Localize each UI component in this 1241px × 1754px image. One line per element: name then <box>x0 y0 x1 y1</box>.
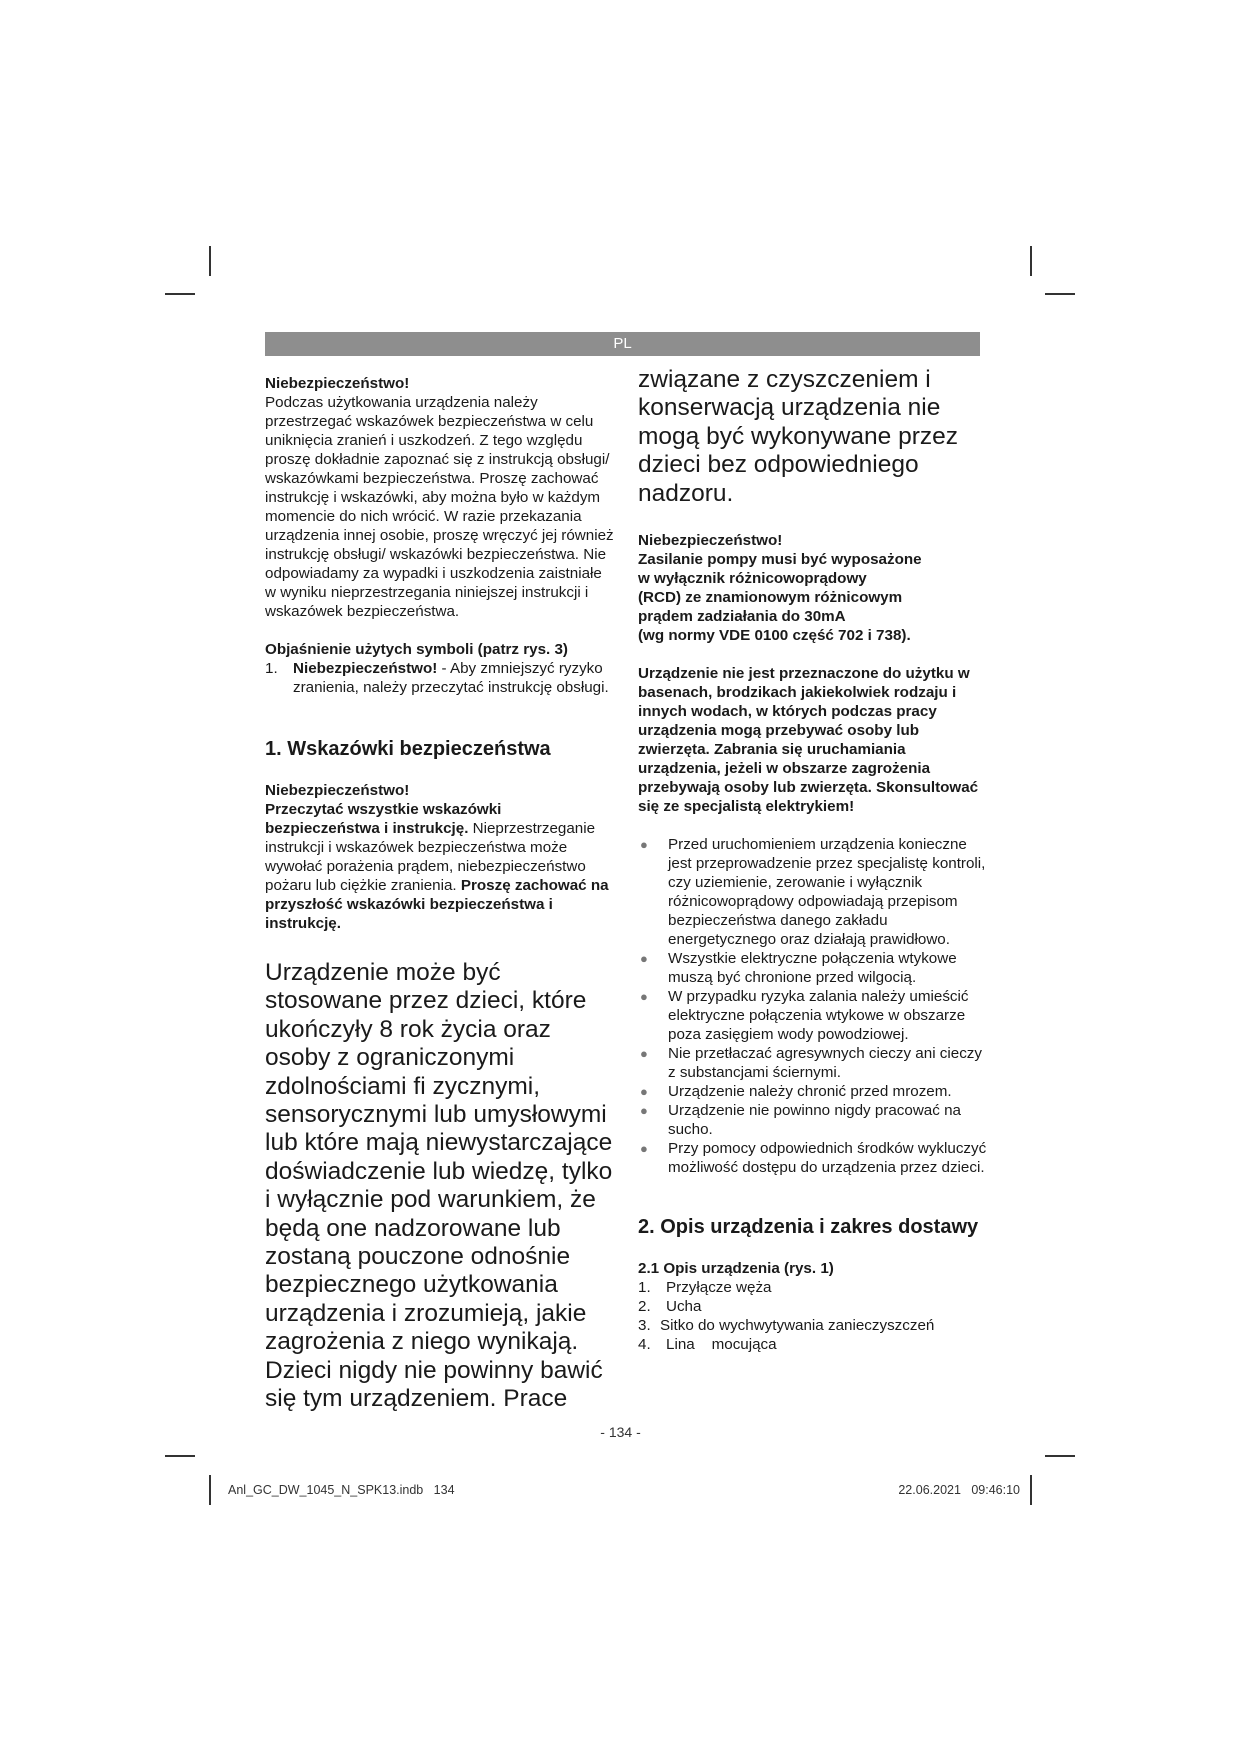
left-column <box>265 374 615 1414</box>
rcd-line: (wg normy VDE 0100 część 702 i 738). <box>638 627 911 645</box>
section-2-heading: 2. Opis urządzenia i zakres dostawy <box>638 1216 979 1239</box>
part-label: Ucha <box>666 1298 702 1316</box>
danger-bold-1: Przeczytać wszystkie wskazówki bezpieczeństwa i instrukcję. <box>265 801 502 837</box>
footer-date: 22.06.2021 09:46:10 <box>898 1483 1020 1497</box>
right-column <box>638 366 988 1354</box>
crop-mark-top-left-h <box>165 293 195 295</box>
subsection-2-1-title: 2.1 Opis urządzenia (rys. 1) <box>638 1260 834 1278</box>
symbols-title: Objaśnienie użytych symboli (patrz rys. 3) <box>265 641 568 658</box>
children-usage-warning: Urządzenie może być stosowane przez dzieci, które ukończyły 8 rok życia oraz osoby z ograniczonymi zdolnościami fi zycznymi, sensorycznymi lub umysłowymi lub które mają niewystarczające doświadczenie lub wiedzę, tylko i wyłącznie pod warunkiem, że będą one nadzorowane lub zostaną pouczone odnośnie bezpiecznego użytkowania urządzenia i zrozumieją, jakie zagrożenia z niego wynikają. Dzieci nigdy nie powinny bawić się tym urządzeniem. Prace <box>265 959 613 1413</box>
bullet-text: W przypadku ryzyka zalania należy umieścić elektryczne połączenia wtykowe w obszarze poza zasięgiem wody powodziowej. <box>668 988 969 1044</box>
symbol-danger-text: - Aby zmniejszyć ryzyko zranienia, należy przeczytać instrukcję obsługi. <box>293 660 609 696</box>
crop-mark-top-left <box>209 246 211 276</box>
danger-bold-2: Proszę zachować na przyszłość wskazówki bezpieczeństwa i instrukcję. <box>265 877 609 932</box>
rcd-line: Zasilanie pompy musi być wyposażone <box>638 551 922 569</box>
list-item-text <box>293 659 615 697</box>
bullet-icon: ● <box>640 1084 648 1100</box>
crop-mark-bottom-left <box>209 1475 211 1505</box>
bullet-icon: ● <box>640 1103 648 1119</box>
danger-title-3: Niebezpieczeństwo! <box>638 532 783 550</box>
list-item <box>638 949 988 987</box>
list-item <box>638 987 988 1044</box>
section-1-heading: 1. Wskazówki bezpieczeństwa <box>265 738 551 760</box>
list-item <box>638 1139 988 1177</box>
parts-list-item <box>638 1278 988 1297</box>
bullet-text: Nie przetłaczać agresywnych cieczy ani cieczy z substancjami ściernymi. <box>668 1045 982 1082</box>
list-number: 4. <box>638 1336 651 1354</box>
children-usage-warning-cont: związane z czyszczeniem i konserwacją urządzenia nie mogą być wykonywane przez dzieci bez odpowiedniego nadzoru. <box>638 366 959 507</box>
footer-file-name: Anl_GC_DW_1045_N_SPK13.indb 134 <box>228 1483 455 1497</box>
list-item <box>638 1082 988 1101</box>
bullet-text: Urządzenie nie powinno nigdy pracować na sucho. <box>668 1102 961 1139</box>
danger-title-2: Niebezpieczeństwo! <box>265 782 410 799</box>
bullet-text: Urządzenie należy chronić przed mrozem. <box>668 1083 952 1101</box>
crop-mark-top-right <box>1030 246 1032 276</box>
list-number: 1. <box>265 660 278 677</box>
bullet-icon: ● <box>640 1046 648 1062</box>
parts-list-item <box>638 1335 988 1354</box>
part-label: Lina mocująca <box>666 1336 777 1354</box>
list-number: 2. <box>638 1298 651 1316</box>
bullet-text: Wszystkie elektryczne połączenia wtykowe muszą być chronione przed wilgocią. <box>668 950 957 987</box>
rcd-line: prądem zadziałania do 30mA <box>638 608 846 626</box>
list-number: 3. <box>638 1317 651 1335</box>
crop-mark-top-right-h <box>1045 293 1075 295</box>
bullet-icon: ● <box>640 989 648 1005</box>
part-label: Sitko do wychwytywania zanieczyszczeń <box>660 1317 935 1335</box>
list-item <box>638 835 988 949</box>
pool-warning: Urządzenie nie jest przeznaczone do użytku w basenach, brodzikach jakiekolwiek rodzaju i innych wodach, w których podczas pracy urządzenia mogą przebywać osoby lub zwierzęta. Zabrania się uruchamiania urządzenia, jeżeli w obszarze zagrożenia przebywają osoby lub zwierzęta. Skonsultować się ze specjalistą elektrykiem! <box>638 665 979 816</box>
parts-list-item <box>638 1297 988 1316</box>
danger-text-1: Podczas użytkowania urządzenia należy przestrzegać wskazówek bezpieczeństwa w celu uniknięcia zranień i uszkodzeń. Z tego względu proszę dokładnie zapoznać się z instrukcją obsługi/ wskazówkami bezpieczeństwa. Proszę zachować instrukcję i wskazówki, aby można było w każdym momencie do nich wrócić. W razie przekazania urządzenia innej osobie, proszę wręczyć jej również instrukcję obsługi/ wskazówki bezpieczeństwa. Nie odpowiadamy za wypadki i uszkodzenia zaistniałe w wyniku nieprzestrzegania niniejszej instrukcji i wskazówek bezpieczeństwa. <box>265 394 614 620</box>
crop-mark-bottom-right <box>1030 1475 1032 1505</box>
bullet-icon: ● <box>640 951 648 967</box>
part-label: Przyłącze węża <box>666 1279 772 1297</box>
safety-bullet-list <box>638 835 988 1177</box>
bullet-icon: ● <box>640 837 648 853</box>
list-item <box>638 1044 988 1082</box>
parts-list-item <box>638 1316 988 1335</box>
symbols-list <box>265 659 615 697</box>
rcd-line: (RCD) ze znamionowym różnicowym <box>638 589 903 607</box>
danger-regular-text: Nieprzestrzeganie instrukcji i wskazówek bezpieczeństwa może wywołać porażenia prądem, niebezpieczeństwo pożaru lub ciężkie zranienia. <box>265 820 596 894</box>
list-item <box>638 1101 988 1139</box>
bullet-icon: ● <box>640 1141 648 1157</box>
parts-list <box>638 1278 988 1354</box>
crop-mark-bottom-right-h <box>1045 1455 1075 1457</box>
rcd-line: w wyłącznik różnicowoprądowy <box>638 570 867 588</box>
crop-mark-bottom-left-h <box>165 1455 195 1457</box>
bullet-text: Przed uruchomieniem urządzenia konieczne jest przeprowadzenie przez specjalistę kontroli, czy uziemienie, zerowanie i wyłącznik różnicowoprądowy odpowiadają przepisom bezpieczeństwa danego zakładu energetycznego oraz działają prawidłowo. <box>668 836 986 949</box>
danger-text-2 <box>265 800 615 933</box>
symbol-danger-label: Niebezpieczeństwo! <box>293 660 438 677</box>
bullet-text: Przy pomocy odpowiednich środków wykluczyć możliwość dostępu do urządzenia przez dzieci. <box>668 1140 987 1177</box>
page-number: - 134 - <box>600 1424 641 1440</box>
list-number: 1. <box>638 1279 651 1297</box>
language-header-bar: PL <box>265 332 980 356</box>
danger-title-1: Niebezpieczeństwo! <box>265 375 410 392</box>
symbols-list-item <box>265 659 615 697</box>
